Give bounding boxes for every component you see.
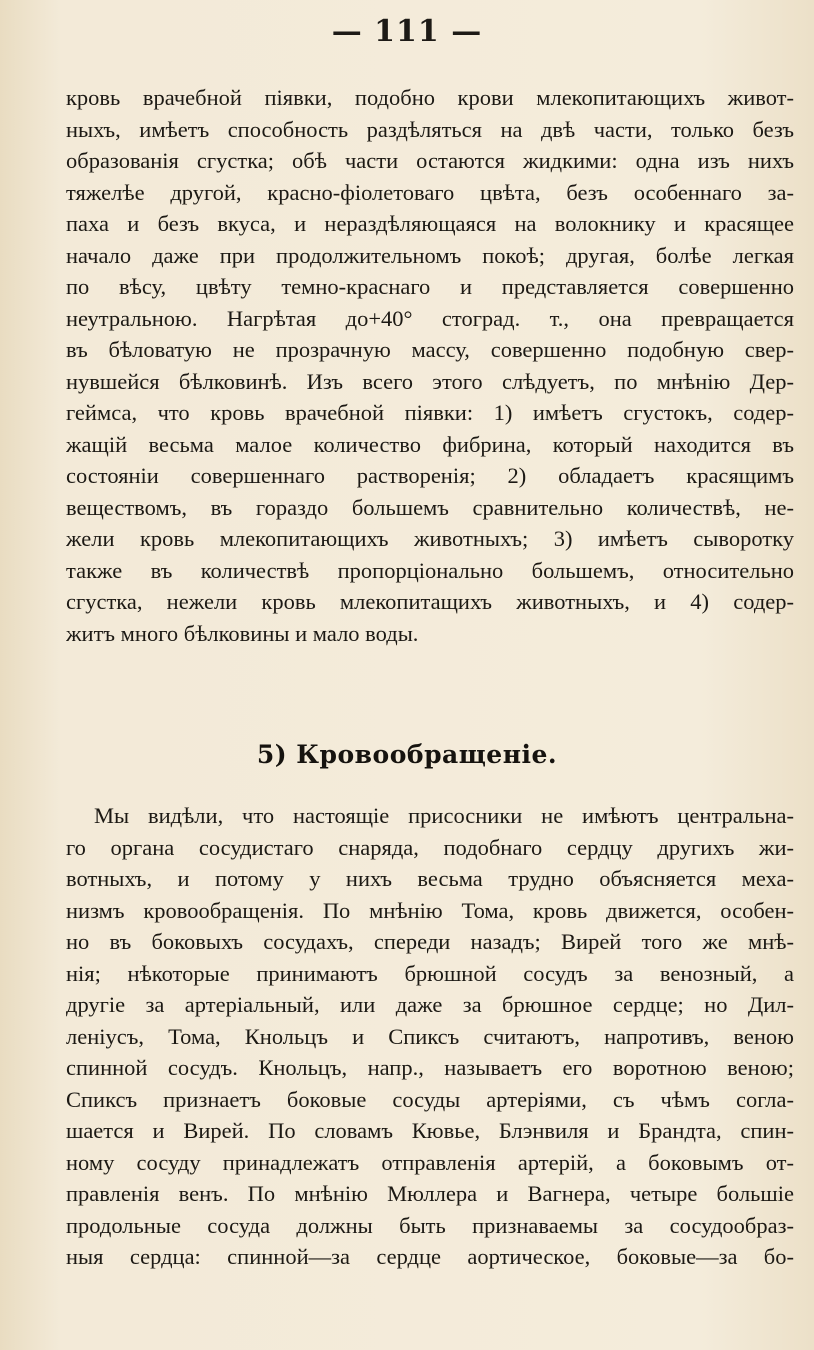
text-line: Мы видѣли, что настоящіе присосники не имѣютъ центральна- — [94, 803, 794, 828]
text-line: также въ количествѣ пропорціонально большемъ, относительно — [66, 557, 794, 583]
text-line: неутральною. Нагрѣтая до+40° стоград. т., она превращается — [66, 305, 794, 331]
text-line: состояніи совершеннаго растворенія; 2) обладаетъ красящимъ — [66, 463, 794, 488]
text-line: кровь врачебной піявки, подобно крови млекопитающихъ живот- — [66, 85, 794, 110]
text-line: въ бѣловатую не прозрачную массу, совершенно подобную свер- — [66, 337, 794, 362]
text-line: ному сосуду принадлежатъ отправленія артерій, а боковымъ от- — [66, 1149, 794, 1175]
text-line: геймса, что кровь врачебной піявки: 1) имѣетъ сгустокъ, содер- — [66, 400, 794, 425]
text-line: тяжелѣе другой, красно-фіолетоваго цвѣта, безъ особеннаго за- — [66, 179, 794, 205]
text-line: го органа сосудистаго снаряда, подобнаго сердцу другихъ жи- — [66, 834, 794, 860]
text-line: нувшейся бѣлковинѣ. Изъ всего этого слѣдуетъ, по мнѣнію Дер- — [66, 368, 794, 394]
text-line: правленія венъ. По мнѣнію Мюллера и Вагнера, четыре большіе — [66, 1181, 794, 1206]
text-line: Спиксъ признаетъ боковые сосуды артеріями, съ чѣмъ согла- — [66, 1086, 794, 1112]
text-line: житъ много бѣлковины и мало воды. — [66, 620, 419, 646]
section-heading: 5) Кровообращеніе. — [256, 740, 558, 769]
text-line: спинной сосудъ. Кнольцъ, напр., называетъ его воротною веною; — [66, 1055, 794, 1080]
text-line: леніусъ, Тома, Кнольцъ и Спиксъ считаютъ, напротивъ, веною — [66, 1023, 794, 1049]
text-line: продольные сосуда должны быть признаваемы за сосудообраз- — [66, 1212, 794, 1238]
text-line: жащій весьма малое количество фибрина, который находится въ — [66, 431, 794, 457]
text-line: веществомъ, въ гораздо большемъ сравнительно количествѣ, не- — [66, 494, 794, 520]
text-line: ныхъ, имѣетъ способность раздѣляться на двѣ части, только безъ — [66, 116, 794, 142]
text-line: вотныхъ, и потому у нихъ весьма трудно объясняется меха- — [66, 866, 794, 891]
text-line: начало даже при продолжительномъ покоѣ; другая, болѣе легкая — [66, 242, 794, 268]
paragraph-blood-circulation — [66, 800, 794, 1273]
page-number: — 111 — — [331, 14, 483, 49]
text-line: образованія сгустка; обѣ части остаются жидкими: одна изъ нихъ — [66, 148, 794, 173]
text-line: низмъ кровообращенія. По мнѣнію Тома, кровь движется, особен- — [66, 897, 794, 923]
text-line: сгустка, нежели кровь млекопитащихъ животныхъ, и 4) содер- — [66, 589, 794, 614]
text-line: паха и безъ вкуса, и нераздѣляющаяся на волокнику и красящее — [66, 211, 794, 236]
paragraph-leech-blood — [66, 82, 794, 649]
text-line: жели кровь млекопитающихъ животныхъ; 3) имѣетъ сыворотку — [66, 526, 794, 551]
text-line: но въ боковыхъ сосудахъ, спереди назадъ; Вирей того же мнѣ- — [66, 929, 794, 954]
text-line: шается и Вирей. По словамъ Кювье, Блэнвиля и Брандта, спин- — [66, 1118, 794, 1143]
text-line: другіе за артеріальный, или даже за брюшное сердце; но Дил- — [66, 992, 794, 1017]
text-line: нія; нѣкоторые принимаютъ брюшной сосудъ за венозный, а — [66, 960, 794, 986]
text-line: ныя сердца: спинной—за сердце аортическое, боковые—за бо- — [66, 1244, 794, 1269]
text-line: по вѣсу, цвѣту темно-краснаго и представляется совершенно — [66, 274, 794, 299]
